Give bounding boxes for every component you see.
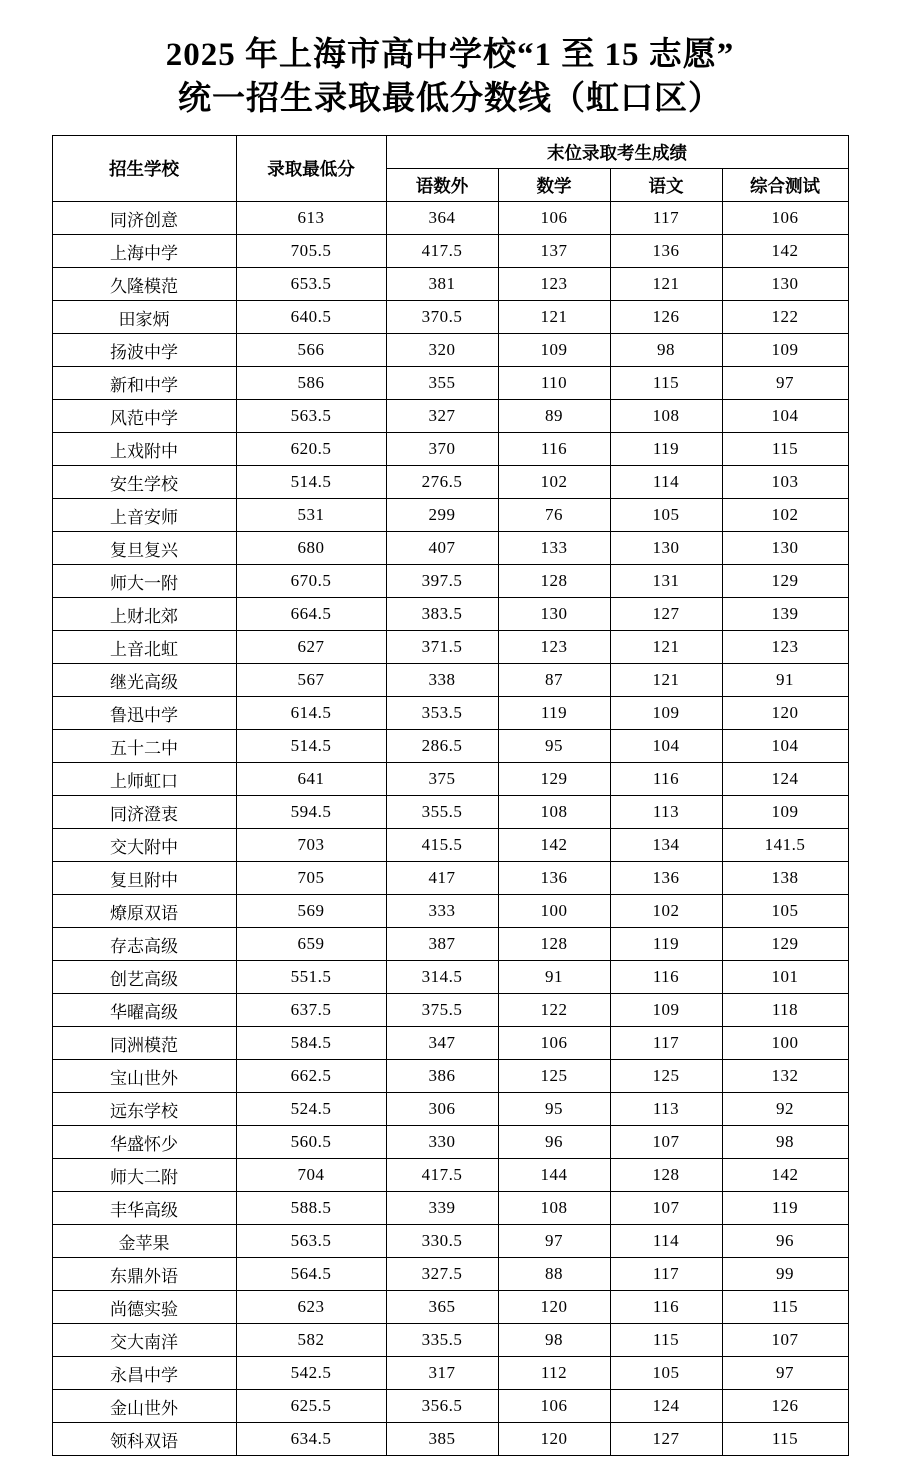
table-row xyxy=(52,862,848,895)
cell-chinese: 117 xyxy=(610,202,722,235)
cell-school: 金苹果 xyxy=(52,1225,236,1258)
cell-math: 95 xyxy=(498,730,610,763)
cell-chinese: 117 xyxy=(610,1027,722,1060)
cell-math: 95 xyxy=(498,1093,610,1126)
cell-school: 上戏附中 xyxy=(52,433,236,466)
cell-math: 98 xyxy=(498,1324,610,1357)
cell-comprehensive: 132 xyxy=(722,1060,848,1093)
cell-comprehensive: 103 xyxy=(722,466,848,499)
cell-school: 风范中学 xyxy=(52,400,236,433)
table-row xyxy=(52,1192,848,1225)
cell-chinese: 121 xyxy=(610,631,722,664)
cell-min-score: 705.5 xyxy=(236,235,386,268)
cell-school: 同济澄衷 xyxy=(52,796,236,829)
cell-math: 130 xyxy=(498,598,610,631)
cell-chinese-math-english: 407 xyxy=(386,532,498,565)
cell-chinese: 108 xyxy=(610,400,722,433)
cell-chinese: 119 xyxy=(610,433,722,466)
cell-min-score: 563.5 xyxy=(236,400,386,433)
cell-school: 师大二附 xyxy=(52,1159,236,1192)
header-sub-comprehensive: 综合测试 xyxy=(722,169,848,202)
cell-chinese-math-english: 333 xyxy=(386,895,498,928)
cell-min-score: 531 xyxy=(236,499,386,532)
table-row xyxy=(52,796,848,829)
cell-chinese-math-english: 338 xyxy=(386,664,498,697)
cell-school: 新和中学 xyxy=(52,367,236,400)
cell-comprehensive: 115 xyxy=(722,433,848,466)
cell-comprehensive: 130 xyxy=(722,268,848,301)
cell-school: 交大南洋 xyxy=(52,1324,236,1357)
cell-math: 125 xyxy=(498,1060,610,1093)
cell-chinese: 109 xyxy=(610,994,722,1027)
cell-math: 106 xyxy=(498,202,610,235)
table-row xyxy=(52,598,848,631)
cell-comprehensive: 91 xyxy=(722,664,848,697)
cell-chinese: 98 xyxy=(610,334,722,367)
header-min-score: 录取最低分 xyxy=(236,136,386,202)
table-row xyxy=(52,235,848,268)
cell-school: 同洲模范 xyxy=(52,1027,236,1060)
cell-min-score: 560.5 xyxy=(236,1126,386,1159)
cell-math: 97 xyxy=(498,1225,610,1258)
cell-math: 96 xyxy=(498,1126,610,1159)
cell-comprehensive: 96 xyxy=(722,1225,848,1258)
cell-chinese-math-english: 306 xyxy=(386,1093,498,1126)
cell-chinese-math-english: 370 xyxy=(386,433,498,466)
table-row xyxy=(52,1390,848,1423)
cell-math: 87 xyxy=(498,664,610,697)
table-row xyxy=(52,1225,848,1258)
cell-chinese-math-english: 356.5 xyxy=(386,1390,498,1423)
cell-math: 120 xyxy=(498,1291,610,1324)
cell-chinese: 136 xyxy=(610,862,722,895)
cell-comprehensive: 107 xyxy=(722,1324,848,1357)
cell-school: 领科双语 xyxy=(52,1423,236,1456)
cell-min-score: 586 xyxy=(236,367,386,400)
cell-math: 102 xyxy=(498,466,610,499)
cell-min-score: 623 xyxy=(236,1291,386,1324)
table-row xyxy=(52,1093,848,1126)
cell-school: 师大一附 xyxy=(52,565,236,598)
cell-school: 尚德实验 xyxy=(52,1291,236,1324)
table-row xyxy=(52,433,848,466)
table-row xyxy=(52,1258,848,1291)
cell-chinese: 104 xyxy=(610,730,722,763)
cell-min-score: 703 xyxy=(236,829,386,862)
cell-min-score: 566 xyxy=(236,334,386,367)
cell-comprehensive: 109 xyxy=(722,334,848,367)
table-header xyxy=(52,136,848,202)
cell-min-score: 705 xyxy=(236,862,386,895)
cell-chinese-math-english: 375.5 xyxy=(386,994,498,1027)
header-sub-chinese: 语文 xyxy=(610,169,722,202)
cell-math: 108 xyxy=(498,1192,610,1225)
table-row xyxy=(52,334,848,367)
cell-min-score: 564.5 xyxy=(236,1258,386,1291)
cell-math: 110 xyxy=(498,367,610,400)
cell-chinese-math-english: 330.5 xyxy=(386,1225,498,1258)
cell-chinese-math-english: 339 xyxy=(386,1192,498,1225)
cell-chinese: 136 xyxy=(610,235,722,268)
table-row xyxy=(52,202,848,235)
cell-min-score: 620.5 xyxy=(236,433,386,466)
cell-min-score: 704 xyxy=(236,1159,386,1192)
cell-school: 五十二中 xyxy=(52,730,236,763)
cell-comprehensive: 104 xyxy=(722,400,848,433)
cell-school: 上财北郊 xyxy=(52,598,236,631)
table-row xyxy=(52,532,848,565)
cell-comprehensive: 138 xyxy=(722,862,848,895)
cell-chinese: 128 xyxy=(610,1159,722,1192)
cell-chinese: 134 xyxy=(610,829,722,862)
cell-chinese-math-english: 371.5 xyxy=(386,631,498,664)
cell-comprehensive: 130 xyxy=(722,532,848,565)
cell-chinese-math-english: 383.5 xyxy=(386,598,498,631)
cell-school: 复旦附中 xyxy=(52,862,236,895)
cell-school: 同济创意 xyxy=(52,202,236,235)
cell-chinese-math-english: 364 xyxy=(386,202,498,235)
cell-min-score: 659 xyxy=(236,928,386,961)
cell-chinese: 127 xyxy=(610,1423,722,1456)
cell-min-score: 582 xyxy=(236,1324,386,1357)
cell-chinese: 107 xyxy=(610,1192,722,1225)
cell-chinese: 114 xyxy=(610,466,722,499)
cell-min-score: 614.5 xyxy=(236,697,386,730)
table-row xyxy=(52,499,848,532)
cell-min-score: 670.5 xyxy=(236,565,386,598)
cell-comprehensive: 124 xyxy=(722,763,848,796)
cell-chinese-math-english: 397.5 xyxy=(386,565,498,598)
cell-math: 137 xyxy=(498,235,610,268)
cell-math: 106 xyxy=(498,1390,610,1423)
cell-chinese: 116 xyxy=(610,1291,722,1324)
cell-comprehensive: 142 xyxy=(722,1159,848,1192)
cell-chinese: 124 xyxy=(610,1390,722,1423)
cell-chinese: 115 xyxy=(610,1324,722,1357)
cell-chinese: 119 xyxy=(610,928,722,961)
cell-school: 燎原双语 xyxy=(52,895,236,928)
cell-chinese-math-english: 299 xyxy=(386,499,498,532)
cell-comprehensive: 122 xyxy=(722,301,848,334)
table-row xyxy=(52,994,848,1027)
cell-chinese-math-english: 387 xyxy=(386,928,498,961)
cell-comprehensive: 126 xyxy=(722,1390,848,1423)
cell-math: 123 xyxy=(498,631,610,664)
cell-school: 复旦复兴 xyxy=(52,532,236,565)
cell-math: 123 xyxy=(498,268,610,301)
cell-school: 上音北虹 xyxy=(52,631,236,664)
table-row xyxy=(52,1291,848,1324)
header-sub-chinese-math-english: 语数外 xyxy=(386,169,498,202)
header-last-admitted-group: 末位录取考生成绩 xyxy=(386,136,848,169)
cell-chinese: 116 xyxy=(610,763,722,796)
cell-school: 久隆模范 xyxy=(52,268,236,301)
cell-math: 144 xyxy=(498,1159,610,1192)
table-row xyxy=(52,763,848,796)
cell-comprehensive: 115 xyxy=(722,1291,848,1324)
cell-chinese-math-english: 276.5 xyxy=(386,466,498,499)
cell-chinese: 113 xyxy=(610,1093,722,1126)
table-row xyxy=(52,268,848,301)
cell-chinese: 130 xyxy=(610,532,722,565)
cell-chinese-math-english: 417.5 xyxy=(386,235,498,268)
cell-comprehensive: 129 xyxy=(722,928,848,961)
cell-school: 创艺高级 xyxy=(52,961,236,994)
cell-min-score: 542.5 xyxy=(236,1357,386,1390)
table-row xyxy=(52,400,848,433)
cell-comprehensive: 97 xyxy=(722,1357,848,1390)
cell-math: 120 xyxy=(498,1423,610,1456)
table-row xyxy=(52,466,848,499)
cell-chinese: 126 xyxy=(610,301,722,334)
cell-school: 永昌中学 xyxy=(52,1357,236,1390)
table-row xyxy=(52,1357,848,1390)
cell-min-score: 637.5 xyxy=(236,994,386,1027)
cell-chinese-math-english: 286.5 xyxy=(386,730,498,763)
cell-chinese-math-english: 327.5 xyxy=(386,1258,498,1291)
cell-school: 上师虹口 xyxy=(52,763,236,796)
cell-chinese: 121 xyxy=(610,268,722,301)
cell-chinese-math-english: 314.5 xyxy=(386,961,498,994)
table-row xyxy=(52,1423,848,1456)
cell-min-score: 514.5 xyxy=(236,466,386,499)
cell-chinese: 117 xyxy=(610,1258,722,1291)
cell-min-score: 680 xyxy=(236,532,386,565)
cell-chinese-math-english: 317 xyxy=(386,1357,498,1390)
cell-math: 88 xyxy=(498,1258,610,1291)
cell-chinese-math-english: 417 xyxy=(386,862,498,895)
cell-chinese-math-english: 375 xyxy=(386,763,498,796)
cell-min-score: 588.5 xyxy=(236,1192,386,1225)
cell-comprehensive: 102 xyxy=(722,499,848,532)
page-title-line-1: 2025 年上海市高中学校“1 至 15 志愿” xyxy=(165,37,735,73)
cell-chinese: 102 xyxy=(610,895,722,928)
table-row xyxy=(52,928,848,961)
cell-school: 交大附中 xyxy=(52,829,236,862)
cell-school: 丰华高级 xyxy=(52,1192,236,1225)
cell-comprehensive: 115 xyxy=(722,1423,848,1456)
table-row xyxy=(52,1159,848,1192)
cell-comprehensive: 123 xyxy=(722,631,848,664)
cell-min-score: 567 xyxy=(236,664,386,697)
cell-comprehensive: 106 xyxy=(722,202,848,235)
table-row xyxy=(52,829,848,862)
cell-chinese-math-english: 327 xyxy=(386,400,498,433)
cell-math: 133 xyxy=(498,532,610,565)
cell-chinese: 116 xyxy=(610,961,722,994)
cell-chinese: 125 xyxy=(610,1060,722,1093)
admission-score-table xyxy=(52,135,849,1456)
cell-math: 116 xyxy=(498,433,610,466)
cell-math: 128 xyxy=(498,565,610,598)
cell-comprehensive: 139 xyxy=(722,598,848,631)
cell-min-score: 625.5 xyxy=(236,1390,386,1423)
table-body xyxy=(52,202,848,1456)
cell-school: 扬波中学 xyxy=(52,334,236,367)
cell-math: 100 xyxy=(498,895,610,928)
cell-school: 华曜高级 xyxy=(52,994,236,1027)
cell-min-score: 640.5 xyxy=(236,301,386,334)
cell-math: 91 xyxy=(498,961,610,994)
cell-school: 继光高级 xyxy=(52,664,236,697)
table-row xyxy=(52,730,848,763)
table-row xyxy=(52,1060,848,1093)
table-row xyxy=(52,961,848,994)
table-row xyxy=(52,301,848,334)
cell-math: 106 xyxy=(498,1027,610,1060)
cell-min-score: 584.5 xyxy=(236,1027,386,1060)
table-row xyxy=(52,1027,848,1060)
table-row xyxy=(52,664,848,697)
cell-comprehensive: 92 xyxy=(722,1093,848,1126)
cell-school: 华盛怀少 xyxy=(52,1126,236,1159)
cell-chinese-math-english: 417.5 xyxy=(386,1159,498,1192)
cell-min-score: 664.5 xyxy=(236,598,386,631)
cell-min-score: 613 xyxy=(236,202,386,235)
cell-math: 142 xyxy=(498,829,610,862)
cell-chinese-math-english: 385 xyxy=(386,1423,498,1456)
table-row xyxy=(52,1324,848,1357)
cell-comprehensive: 99 xyxy=(722,1258,848,1291)
cell-comprehensive: 97 xyxy=(722,367,848,400)
cell-min-score: 524.5 xyxy=(236,1093,386,1126)
header-sub-math: 数学 xyxy=(498,169,610,202)
table-row xyxy=(52,895,848,928)
table-row xyxy=(52,1126,848,1159)
cell-chinese-math-english: 347 xyxy=(386,1027,498,1060)
cell-chinese-math-english: 381 xyxy=(386,268,498,301)
cell-school: 鲁迅中学 xyxy=(52,697,236,730)
table-row xyxy=(52,697,848,730)
cell-school: 金山世外 xyxy=(52,1390,236,1423)
cell-school: 宝山世外 xyxy=(52,1060,236,1093)
cell-chinese-math-english: 415.5 xyxy=(386,829,498,862)
cell-min-score: 594.5 xyxy=(236,796,386,829)
cell-chinese-math-english: 335.5 xyxy=(386,1324,498,1357)
cell-comprehensive: 129 xyxy=(722,565,848,598)
cell-chinese: 127 xyxy=(610,598,722,631)
cell-math: 109 xyxy=(498,334,610,367)
cell-min-score: 662.5 xyxy=(236,1060,386,1093)
cell-school: 远东学校 xyxy=(52,1093,236,1126)
cell-min-score: 514.5 xyxy=(236,730,386,763)
cell-math: 136 xyxy=(498,862,610,895)
cell-math: 122 xyxy=(498,994,610,1027)
cell-min-score: 569 xyxy=(236,895,386,928)
table-row xyxy=(52,631,848,664)
page-title-line-2: 统一招生录取最低分数线（虹口区） xyxy=(178,80,722,117)
cell-min-score: 627 xyxy=(236,631,386,664)
cell-min-score: 641 xyxy=(236,763,386,796)
cell-math: 128 xyxy=(498,928,610,961)
cell-math: 76 xyxy=(498,499,610,532)
cell-chinese: 114 xyxy=(610,1225,722,1258)
table-row xyxy=(52,565,848,598)
cell-chinese: 121 xyxy=(610,664,722,697)
cell-chinese-math-english: 355 xyxy=(386,367,498,400)
cell-math: 89 xyxy=(498,400,610,433)
table-row xyxy=(52,367,848,400)
cell-math: 121 xyxy=(498,301,610,334)
cell-school: 安生学校 xyxy=(52,466,236,499)
cell-comprehensive: 142 xyxy=(722,235,848,268)
cell-chinese-math-english: 370.5 xyxy=(386,301,498,334)
cell-school: 田家炳 xyxy=(52,301,236,334)
cell-chinese-math-english: 365 xyxy=(386,1291,498,1324)
table-header-row-1 xyxy=(52,136,848,169)
cell-math: 108 xyxy=(498,796,610,829)
cell-math: 112 xyxy=(498,1357,610,1390)
header-school: 招生学校 xyxy=(52,136,236,202)
cell-chinese: 113 xyxy=(610,796,722,829)
cell-math: 129 xyxy=(498,763,610,796)
cell-chinese: 115 xyxy=(610,367,722,400)
cell-math: 119 xyxy=(498,697,610,730)
cell-min-score: 634.5 xyxy=(236,1423,386,1456)
cell-min-score: 551.5 xyxy=(236,961,386,994)
cell-comprehensive: 98 xyxy=(722,1126,848,1159)
cell-school: 东鼎外语 xyxy=(52,1258,236,1291)
cell-comprehensive: 105 xyxy=(722,895,848,928)
cell-comprehensive: 109 xyxy=(722,796,848,829)
cell-comprehensive: 120 xyxy=(722,697,848,730)
cell-chinese-math-english: 355.5 xyxy=(386,796,498,829)
cell-school: 上音安师 xyxy=(52,499,236,532)
cell-min-score: 563.5 xyxy=(236,1225,386,1258)
cell-comprehensive: 101 xyxy=(722,961,848,994)
cell-chinese-math-english: 386 xyxy=(386,1060,498,1093)
cell-chinese: 105 xyxy=(610,499,722,532)
cell-comprehensive: 100 xyxy=(722,1027,848,1060)
cell-chinese: 131 xyxy=(610,565,722,598)
cell-comprehensive: 104 xyxy=(722,730,848,763)
cell-school: 存志高级 xyxy=(52,928,236,961)
cell-chinese-math-english: 320 xyxy=(386,334,498,367)
cell-chinese: 105 xyxy=(610,1357,722,1390)
page-title xyxy=(36,34,864,121)
cell-comprehensive: 119 xyxy=(722,1192,848,1225)
cell-chinese-math-english: 330 xyxy=(386,1126,498,1159)
cell-chinese-math-english: 353.5 xyxy=(386,697,498,730)
cell-school: 上海中学 xyxy=(52,235,236,268)
cell-chinese: 109 xyxy=(610,697,722,730)
cell-comprehensive: 141.5 xyxy=(722,829,848,862)
cell-comprehensive: 118 xyxy=(722,994,848,1027)
cell-min-score: 653.5 xyxy=(236,268,386,301)
cell-chinese: 107 xyxy=(610,1126,722,1159)
